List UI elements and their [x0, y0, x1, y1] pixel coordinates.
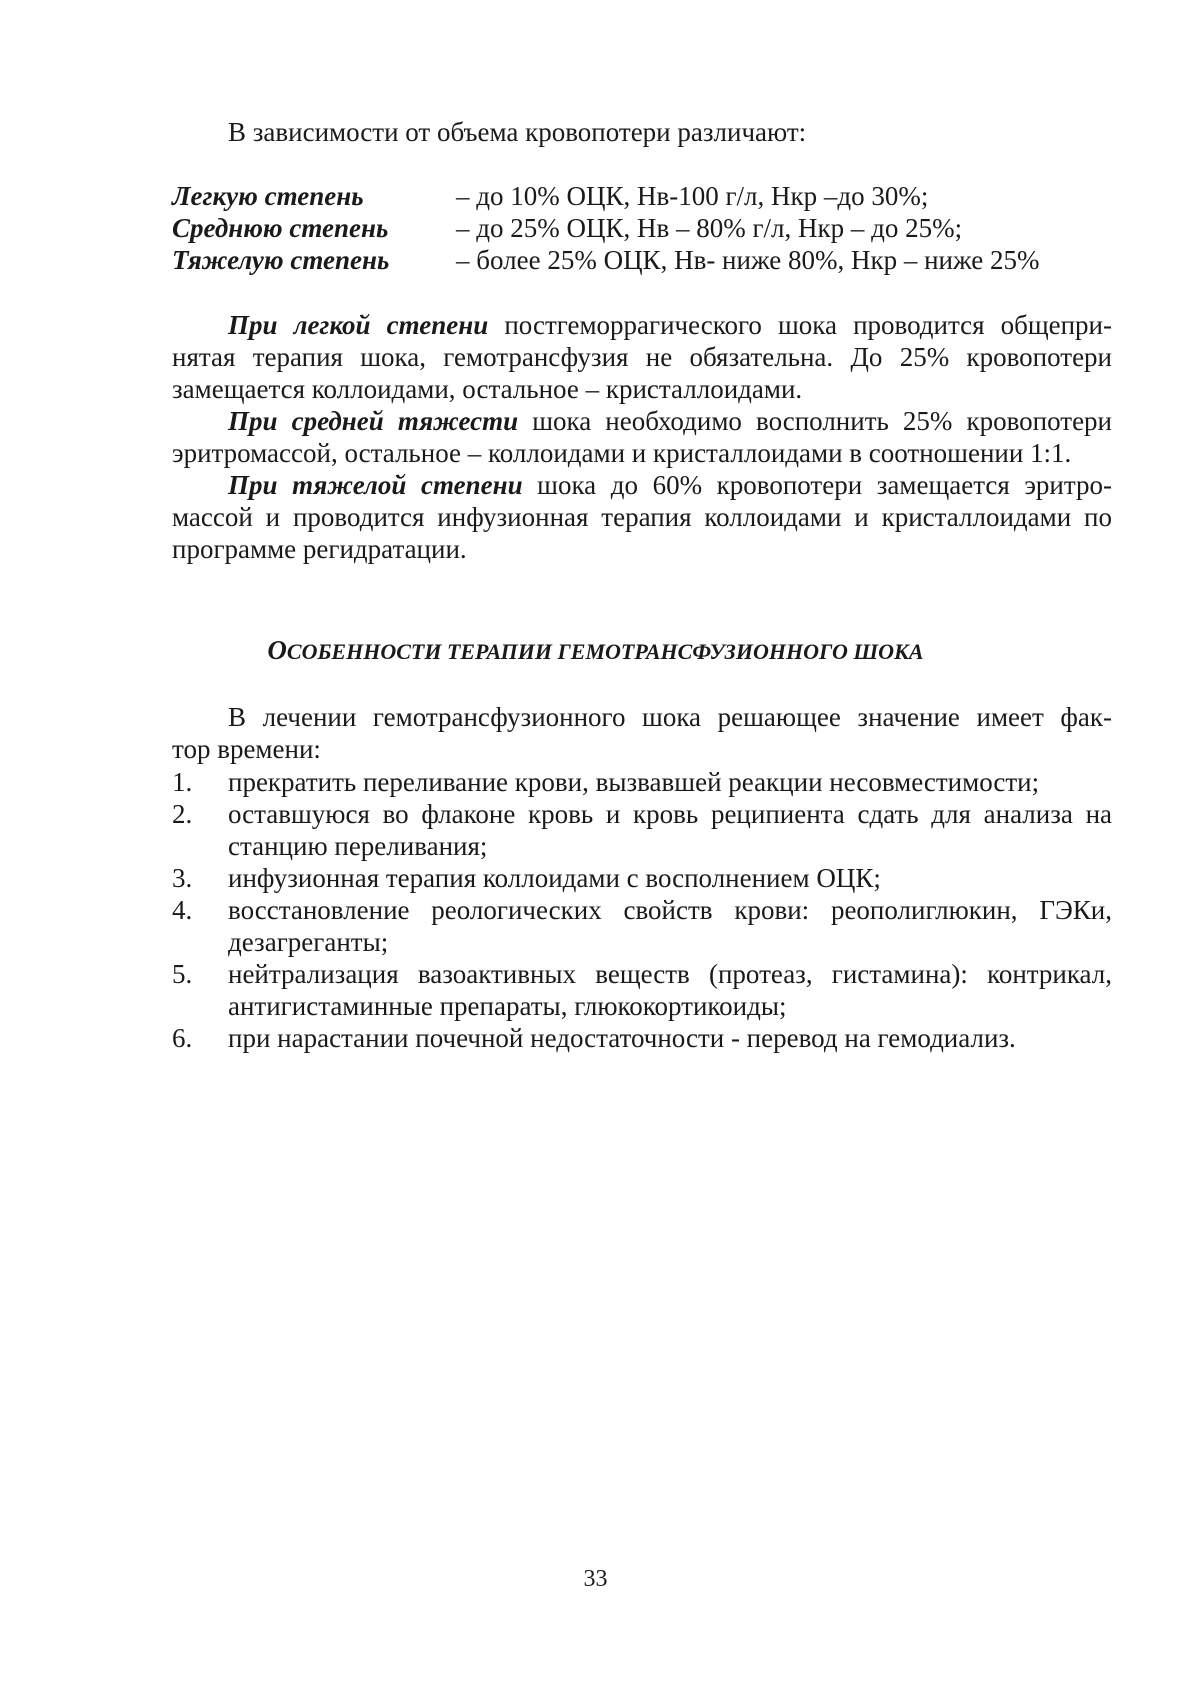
list-item-text-cont: антигистаминные препараты, глюкокортикоиды; [228, 991, 787, 1021]
para2-line1 [228, 405, 1112, 437]
para2-line2: эритромассой, остальное – коллоидами и кристаллоидами в соотношении 1:1. [172, 438, 1072, 468]
degree-term-medium: Среднюю степень [172, 213, 389, 243]
degree-desc-severe: – более 25% ОЦК, Нв- ниже 80%, Нкр – ниже 25% [456, 245, 1040, 275]
para2-line1-text: шока необходимо восполнить 25% кровопотери [518, 406, 1113, 436]
list-item-text: инфузионная терапия коллоидами с восполнением ОЦК; [228, 863, 881, 893]
degree-desc-medium: – до 25% ОЦК, Нв – 80% г/л, Нкр – до 25%; [456, 213, 963, 243]
para3-line2: массой и проводится инфузионная терапия коллоидами и кристаллоидами по [172, 502, 1112, 532]
list-item-text: при нарастании почечной недостаточности - перевод на гемодиализ. [228, 1023, 1016, 1053]
section-heading [0, 636, 1191, 666]
para3-line1-text: шока до 60% кровопотери замещается эритро- [522, 470, 1112, 500]
degree-term-severe: Тяжелую степень [172, 245, 390, 275]
degree-desc-light: – до 10% ОЦК, Нв-100 г/л, Нкр –до 30%; [456, 181, 929, 211]
heading-first-letter: О [267, 635, 287, 665]
list-item-number: 1. [172, 767, 193, 797]
list-item-text-cont: дезагреганты; [228, 927, 389, 957]
para1-line3: замещается коллоидами, остальное – кристаллоидами. [172, 374, 803, 404]
page-number: 33 [583, 1566, 608, 1592]
intro-text: В зависимости от объема кровопотери различают: [228, 117, 807, 147]
para2-lead: При средней тяжести [228, 406, 519, 436]
para3-line1 [228, 469, 1112, 501]
list-item-number: 4. [172, 895, 193, 925]
degree-term-light: Легкую степень [172, 181, 364, 211]
list-item-text: прекратить переливание крови, вызвавшей реакции несовместимости; [228, 767, 1040, 797]
para4-line2: тор времени: [172, 734, 321, 764]
para1-lead: При легкой степени [228, 310, 489, 340]
list-item-text: нейтрализация вазоактивных веществ (протеаз, гистамина): контрикал, [228, 959, 1112, 989]
heading-rest: СОБЕННОСТИ ТЕРАПИИ ГЕМОТРАНСФУЗИОННОГО ШОКА [286, 639, 924, 664]
para1-line1 [228, 309, 1112, 341]
para3-lead: При тяжелой степени [228, 470, 523, 500]
para4-line1: В лечении гемотрансфузионного шока решающее значение имеет фак- [228, 702, 1112, 732]
list-item-number: 5. [172, 959, 193, 989]
para3-line3: программе регидратации. [172, 534, 467, 564]
list-item-text: восстановление реологических свойств крови: реополиглюкин, ГЭКи, [228, 895, 1112, 925]
list-item-text: оставшуюся во флаконе кровь и кровь реципиента сдать для анализа на [228, 799, 1112, 829]
list-item-number: 2. [172, 799, 193, 829]
list-item-number: 6. [172, 1023, 193, 1053]
list-item-number: 3. [172, 863, 193, 893]
para1-line1-text: постгеморрагического шока проводится общепри- [488, 310, 1112, 340]
para1-line2: нятая терапия шока, гемотрансфузия не обязательна. До 25% кровопотери [172, 342, 1112, 372]
list-item-text-cont: станцию переливания; [228, 831, 488, 861]
